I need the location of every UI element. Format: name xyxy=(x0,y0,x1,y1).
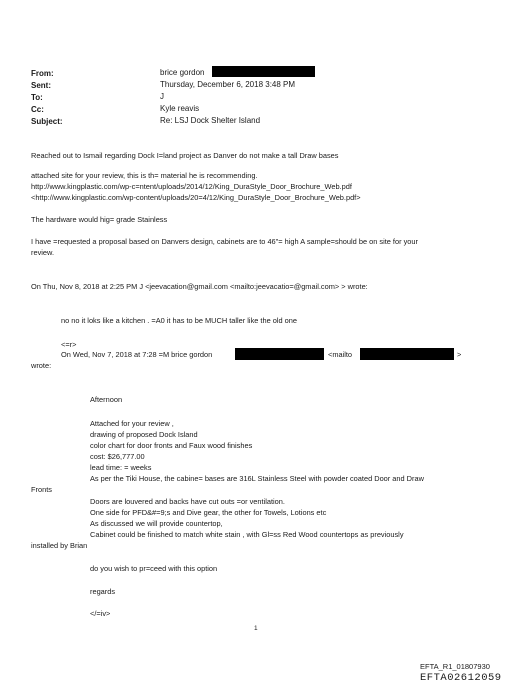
message-line: As discussed we will provide countertop, xyxy=(90,519,223,528)
cc-value: Kyle reavis xyxy=(160,104,200,113)
body-paragraph: The hardware would hig= grade Stainless xyxy=(31,215,168,224)
body-paragraph: I have =requested a proposal based on Danvers design, cabinets are to 46"= high A sample=should be on site for your xyxy=(31,237,418,246)
subject-value: Re: LSJ Dock Shelter Island xyxy=(160,116,261,125)
reply-header: On Thu, Nov 8, 2018 at 2:25 PM J <jeevacation@gmail.com <mailto:jeevacatio=@gmail.com> > wrote: xyxy=(31,282,368,291)
message-line: installed by Brian xyxy=(31,541,88,550)
to-label: To: xyxy=(31,93,43,102)
message-line: lead time: = weeks xyxy=(90,463,152,472)
body-link: <http://www.kingplastic.com/wp-content/uploads/20=4/12/King_DuraStyle_Door_Brochure_Web.pdf> xyxy=(31,193,361,202)
body-paragraph: review. xyxy=(31,248,55,257)
body-link: http://www.kingplastic.com/wp-c=ntent/uploads/2014/12/King_DuraStyle_Door_Brochure_Web.pdf xyxy=(31,182,352,191)
message-line: One side for PFD&#=9;s and Dive gear, the other for Towels, Lotions etc xyxy=(90,508,327,517)
message-line: </=iv> xyxy=(90,609,111,618)
quoted-text: no no it loks like a kitchen . =A0 it has to be MUCH taller like the old one xyxy=(61,316,298,325)
cc-label: Cc: xyxy=(31,105,44,114)
quoted-text: wrote: xyxy=(31,361,52,370)
redaction-box xyxy=(360,348,454,360)
quoted-text: <=r> xyxy=(61,340,77,349)
page-number: 1 xyxy=(254,625,258,632)
message-line: Afternoon xyxy=(90,395,123,404)
footer-code-big: EFTA02612059 xyxy=(420,672,502,684)
message-line: drawing of proposed Dock Island xyxy=(90,430,198,439)
message-line: Cabinet could be finished to match white stain , with Gl=ss Red Wood countertops as previously xyxy=(90,530,404,539)
message-line: Fronts xyxy=(31,485,52,494)
from-value: brice gordon xyxy=(160,68,205,77)
message-line: As per the Tiki House, the cabine= bases are 316L Stainless Steel with powder coated Door and Draw xyxy=(90,474,424,483)
body-paragraph: attached site for your review, this is th= material he is recommending. xyxy=(31,171,258,180)
message-line: regards xyxy=(90,587,116,596)
message-line: Attached for your review , xyxy=(90,419,174,428)
body-paragraph: Reached out to Ismail regarding Dock I=land project as Danver do not make a tall Draw bases xyxy=(31,151,339,160)
message-line: cost: $26,777.00 xyxy=(90,452,145,461)
subject-label: Subject: xyxy=(31,117,63,126)
from-label: From: xyxy=(31,69,54,78)
redaction-box xyxy=(235,348,324,360)
message-line: do you wish to pr=ceed with this option xyxy=(90,564,218,573)
message-line: color chart for door fronts and Faux wood finishes xyxy=(90,441,253,450)
footer-code-small: EFTA_R1_01807930 xyxy=(420,662,490,671)
quoted-reply-header: On Wed, Nov 7, 2018 at 7:28 =M brice gordon xyxy=(61,350,213,359)
sent-value: Thursday, December 6, 2018 3:48 PM xyxy=(160,80,296,89)
quoted-text: <mailto xyxy=(328,350,353,359)
quoted-text: > xyxy=(457,350,462,359)
message-line: Doors are louvered and backs have cut outs =or ventilation. xyxy=(90,497,285,506)
to-value: J xyxy=(160,92,164,101)
redaction-box xyxy=(212,66,315,77)
sent-label: Sent: xyxy=(31,81,51,90)
